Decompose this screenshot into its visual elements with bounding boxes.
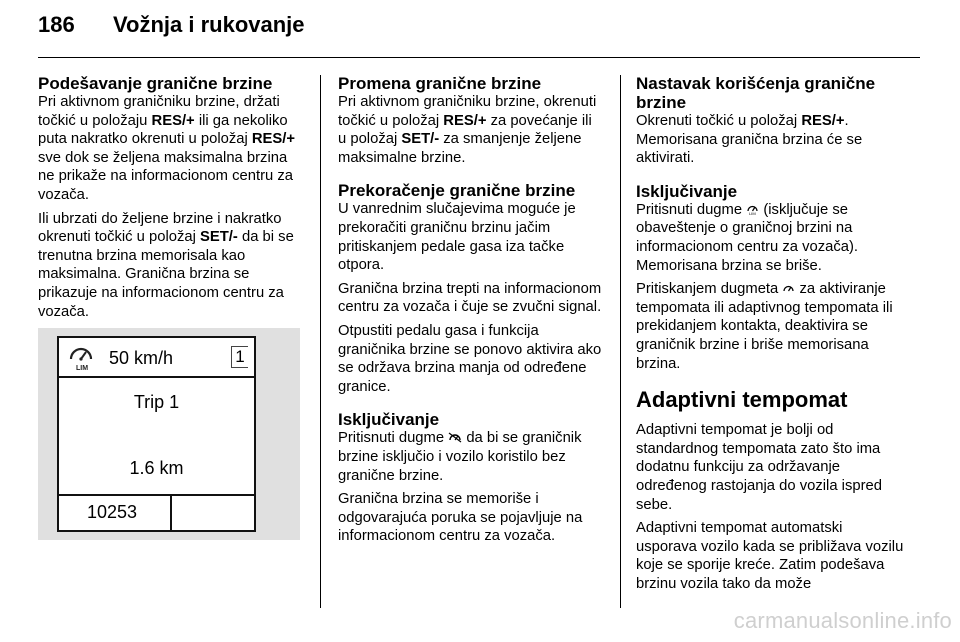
speed-limiter-icon bbox=[746, 202, 759, 215]
section-heading: Nastavak korišćenja granične brzine bbox=[636, 74, 876, 112]
paragraph: Pritisnuti dugme LIM (isključuje se obaveštenje o graničnoj brzini na informacionom centru za vozača). Memorisana brzina se briše. bbox=[636, 201, 859, 274]
paragraph: Ili ubrzati do željene brzine i nakratko okrenuti točkić u položaj SET/- da bi se trenutna brzina memorisala kao maksimalna. Granična brzina se prikazuje na informacionom centru za vozača. bbox=[38, 210, 294, 320]
trip-label: Trip 1 bbox=[133, 392, 180, 412]
gear-indicator: 1 bbox=[231, 346, 248, 368]
driver-information-display bbox=[57, 336, 256, 532]
paragraph: Adaptivni tempomat automatski usporava vozilo kada se približava vozilu koje se sporije kreće. Zatim podešava brzinu vozila tako da može bbox=[636, 520, 904, 592]
column-1 bbox=[38, 74, 304, 326]
paragraph: Pri aktivnom graničniku brzine, držati točkić u položaju RES/+ ili ga nekoliko puta nakratko okrenuti u položaj RES/+ sve dok se željena maksimalna brzina ne prikaže na informacionom centru za vozača. bbox=[38, 94, 296, 203]
column-2 bbox=[338, 74, 604, 551]
section-heading: Isključivanje bbox=[338, 410, 440, 430]
limit-speed: 50 km/h bbox=[109, 348, 174, 368]
section-heading: Podešavanje granične brzine bbox=[38, 74, 273, 93]
column-3 bbox=[636, 74, 906, 598]
odometer: 10253 bbox=[87, 502, 138, 522]
section-heading-large: Adaptivni tempomat bbox=[636, 387, 848, 413]
speed-limiter-off-icon bbox=[448, 431, 462, 443]
trip-distance: 1.6 km bbox=[129, 458, 184, 478]
watermark: carmanualsonline.info bbox=[733, 608, 952, 633]
section-heading: Promena granične brzine bbox=[338, 74, 542, 93]
paragraph: Okrenuti točkić u položaj RES/+. Memorisana granična brzina će se aktivirati. bbox=[636, 113, 863, 167]
svg-text:LIM: LIM bbox=[749, 210, 756, 215]
display-top-row bbox=[59, 338, 254, 378]
svg-text:LIM: LIM bbox=[76, 365, 89, 372]
speed-limiter-icon bbox=[67, 344, 95, 372]
paragraph: Otpustiti pedalu gasa i funkcija graničnika brzine se ponovo aktivira ako se održava brzina manja od određene granice. bbox=[338, 322, 602, 395]
page-number: 186 bbox=[38, 12, 75, 37]
section-heading: Isključivanje bbox=[636, 181, 738, 201]
paragraph: Pritisnuti dugme da bi se graničnik brzine isključio i vozilo koristilo bez granične brzine. bbox=[338, 430, 582, 484]
paragraph: Adaptivni tempomat je bolji od standardnog tempomata zato što ima dodatnu funkciju za održavanje određenog rastojanja do vozila ispred sebe. bbox=[636, 422, 882, 513]
cruise-control-icon bbox=[782, 282, 795, 294]
paragraph: Granična brzina se memoriše i odgovarajuća poruka se pojavljuje na informacionom centru za vozača. bbox=[338, 491, 583, 545]
paragraph: Pri aktivnom graničniku brzine, okrenuti točkić u položaj RES/+ za povećanje ili u položaj SET/- za smanjenje željene maksimalne brzine. bbox=[338, 94, 597, 166]
paragraph: Pritiskanjem dugmeta za aktiviranje tempomata ili adaptivnog tempomata ili prekidanjem kontakta, deaktivira se graničnik brzine i briše memorisana brzina. bbox=[636, 281, 893, 372]
odometer-cell bbox=[59, 496, 172, 530]
paragraph: Granična brzina trepti na informacionom centru za vozača i čuje se zvučni signal. bbox=[338, 280, 602, 316]
page-title: Vožnja i rukovanje bbox=[113, 12, 305, 37]
header-rule bbox=[38, 57, 920, 58]
section-heading: Prekoračenje granične brzine bbox=[338, 181, 576, 201]
column-divider-2 bbox=[620, 75, 621, 608]
column-divider-1 bbox=[320, 75, 321, 608]
paragraph: U vanrednim slučajevima moguće je prekoračiti graničnu brzinu jačim pritiskanjem pedale gasa iza tačke otpora. bbox=[338, 201, 576, 274]
